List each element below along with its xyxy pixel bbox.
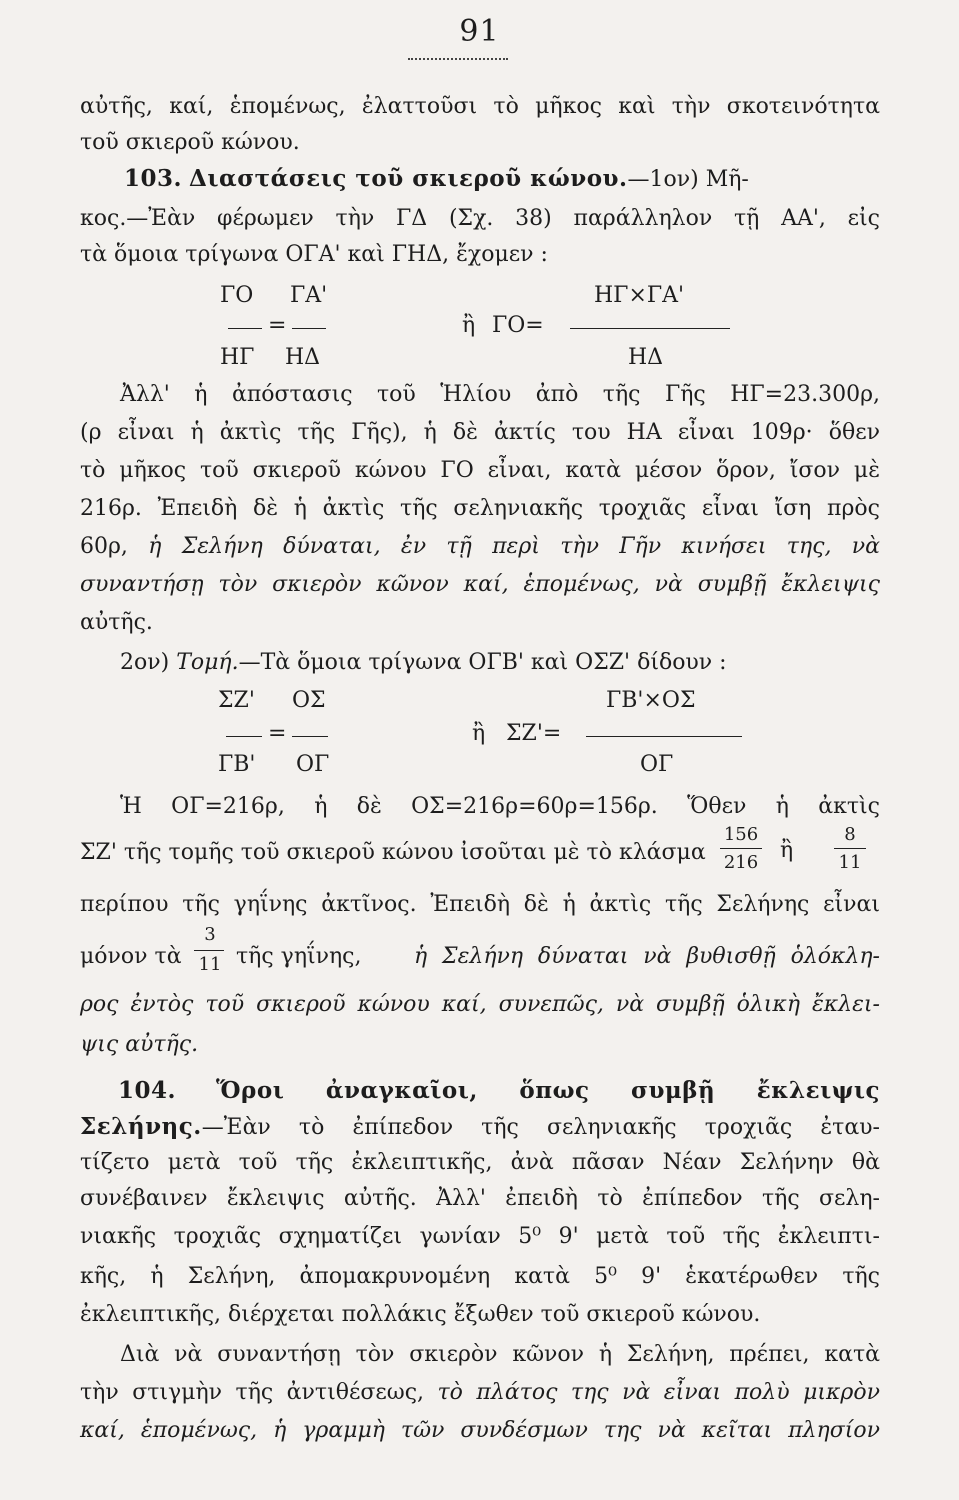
section-103-number: 103. [124, 165, 183, 192]
frac-156-bar [720, 848, 762, 849]
frac-11-den: 11 [838, 852, 862, 873]
frac-3-num: 3 [204, 924, 216, 945]
eq2-num-left: ΣΖ' [218, 688, 255, 713]
eq1-rhs-den: ΗΔ [628, 345, 664, 370]
eq1-num-right: ΓΑ' [290, 283, 328, 308]
eq2-den-right: ΟΓ [296, 752, 330, 777]
text-line: κος.—Ἐὰν φέρωμεν τὴν ΓΔ (Σχ. 38) παράλληλον τῇ ΑΑ', εἰς [80, 206, 880, 231]
section-104-title: Ὅροι ἀναγκαῖοι, ὅπως συμβῇ ἔκλειψις [216, 1077, 880, 1104]
eq1-bar-rhs [570, 328, 730, 329]
frac-156-num: 156 [723, 824, 759, 845]
text-line-italic: καί, ἑπομένως, ἡ γραμμὴ τῶν συνδέσμων της νὰ κεῖται πλησίον [80, 1418, 880, 1443]
section-104-number: 104. [118, 1077, 177, 1104]
text-line: ΣΖ' τῆς τομῆς τοῦ σκιεροῦ κώνου ἰσοῦται μὲ τὸ κλάσμα [80, 840, 706, 865]
eq2-rhs-den: ΟΓ [640, 752, 674, 777]
eq1-rhs-num: ΗΓ×ΓΑ' [594, 283, 685, 308]
text-line [120, 648, 880, 678]
text-line: τίζετο μετὰ τοῦ τῆς ἐκλειπτικῆς, ἀνὰ πᾶσαν Νέαν Σελήνην θὰ [80, 1150, 880, 1175]
text-line: τὰ ὅμοια τρίγωνα ΟΓΑ' καὶ ΓΗΔ, ἔχομεν : [80, 242, 548, 267]
eq1-num-left: ΓΟ [220, 283, 254, 308]
text-line: τὸ μῆκος τοῦ σκιεροῦ κώνου ΓΟ εἶναι, κατὰ μέσον ὅρον, ἴσον μὲ [80, 458, 880, 483]
eq1-bar-right [292, 328, 326, 329]
page-number-rule [408, 58, 508, 60]
text-line: Ἡ ΟΓ=216ρ, ἡ δὲ ΟΣ=216ρ=60ρ=156ρ. Ὅθεν ἡ ἀκτὶς [120, 794, 880, 819]
eq2-den-left: ΓΒ' [218, 752, 256, 777]
section-104-line [118, 1076, 880, 1107]
eq1-equals: = [268, 313, 287, 338]
frac-3-bar [194, 950, 224, 951]
eq2-lhs: ΣΖ'= [506, 721, 562, 746]
eq2-num-right: ΟΣ [292, 688, 326, 713]
eq1-den-right: ΗΔ [285, 345, 321, 370]
text-line-italic: ρος ἐντὸς τοῦ σκιεροῦ κώνου καί, συνεπῶς, νὰ συμβῇ ὁλικὴ ἔκλει- [80, 992, 880, 1017]
frac-8-bar [834, 848, 866, 849]
section-104-title-cont: Σελήνης. [80, 1113, 202, 1140]
text-segment-italic: Τομή. [176, 650, 239, 675]
frac-8-num: 8 [844, 824, 856, 845]
text-line: Διὰ νὰ συναντήσῃ τὸν σκιερὸν κῶνον ἡ Σελήνη, πρέπει, κατὰ [120, 1342, 880, 1367]
text-line: νιακῆς τροχιᾶς σχηματίζει γωνίαν 5⁰ 9' μετὰ τοῦ τῆς ἐκλειπτι- [80, 1224, 880, 1249]
text-line: ἐκλειπτικῆς, διέρχεται πολλάκις ἔξωθεν τοῦ σκιεροῦ κώνου. [80, 1302, 761, 1327]
text-line-italic: ψις αὐτῆς. [80, 1032, 199, 1057]
eq2-bar-left [226, 736, 262, 737]
text-line-italic: συναντήσῃ τὸν σκιερὸν κῶνον καί, ἑπομένως, νὰ συμβῇ ἔκλειψις [80, 572, 880, 597]
page-number: 91 [459, 14, 500, 49]
section-103-rest: —1ον) Μῆ- [627, 167, 749, 192]
eq2-eta: ἢ [472, 721, 486, 746]
eq2-equals: = [268, 721, 287, 746]
text-line: συνέβαινεν ἔκλειψις αὐτῆς. Ἀλλ' ἐπειδὴ τὸ ἐπίπεδον τῆς σελη- [80, 1186, 880, 1211]
text-segment-italic: τὸ πλάτος της νὰ εἶναι πολὺ μικρὸν [437, 1380, 880, 1405]
eq1-bar-left [228, 328, 262, 329]
text-eta: ἢ [780, 838, 794, 863]
text-line: 216ρ. Ἐπειδὴ δὲ ἡ ἀκτὶς τῆς σεληνιακῆς τροχιᾶς εἶναι ἴση πρὸς [80, 496, 880, 521]
frac-216-den: 216 [723, 852, 759, 873]
eq1-lhs: ΓΟ= [492, 313, 544, 338]
eq2-rhs-num: ΓΒ'×ΟΣ [606, 688, 696, 713]
text-line [80, 532, 880, 562]
eq1-den-left: ΗΓ [220, 345, 255, 370]
text-line [80, 1378, 880, 1408]
text-line [80, 1112, 880, 1143]
text-segment-italic: ἡ Σελήνη δύναται, ἐν τῇ περὶ τὴν Γῆν κινήσει της, νὰ [148, 534, 880, 559]
text-line: κῆς, ἡ Σελήνη, ἀπομακρυνομένη κατὰ 5⁰ 9' ἑκατέρωθεν τῆς [80, 1264, 880, 1289]
text-segment: τὴν στιγμὴν τῆς ἀντιθέσεως, [80, 1380, 438, 1405]
eq2-bar-rhs [586, 736, 742, 737]
text-line-segment-italic: ἡ Σελήνη δύναται νὰ βυθισθῇ ὁλόκλη- [414, 944, 880, 969]
eq2-bar-right [292, 736, 328, 737]
text-line: Ἀλλ' ἡ ἀπόστασις τοῦ Ἡλίου ἀπὸ τῆς Γῆς ΗΓ=23.300ρ, [120, 382, 880, 407]
text-segment: 2ον) [120, 650, 177, 675]
text-line-segment: τῆς γηΐνης, [236, 944, 362, 969]
text-segment: 60ρ, [80, 534, 149, 559]
text-line: περίπου τῆς γηΐνης ἀκτῖνος. Ἐπειδὴ δὲ ἡ ἀκτὶς τῆς Σελήνης εἶναι [80, 892, 880, 917]
text-line: (ρ εἶναι ἡ ἀκτὶς τῆς Γῆς), ἡ δὲ ἀκτίς του ΗΑ εἶναι 109ρ· ὅθεν [80, 420, 880, 445]
text-segment: —Ἐὰν τὸ ἐπίπεδον τῆς σεληνιακῆς τροχιᾶς ἐταυ- [201, 1115, 880, 1140]
text-line-segment: μόνον τὰ [80, 944, 182, 969]
section-103-line [124, 164, 880, 195]
text-line: τοῦ σκιεροῦ κώνου. [80, 130, 300, 155]
section-103-title: Διαστάσεις τοῦ σκιεροῦ κώνου. [189, 165, 628, 192]
text-segment: —Τὰ ὅμοια τρίγωνα ΟΓΒ' καὶ ΟΣΖ' δίδουν : [238, 650, 727, 675]
eq1-eta: ἢ [462, 313, 476, 338]
frac-11-den: 11 [198, 954, 222, 975]
text-line: αὐτῆς, καί, ἑπομένως, ἐλαττοῦσι τὸ μῆκος καὶ τὴν σκοτεινότητα [80, 94, 880, 119]
text-line: αὐτῆς. [80, 610, 153, 635]
